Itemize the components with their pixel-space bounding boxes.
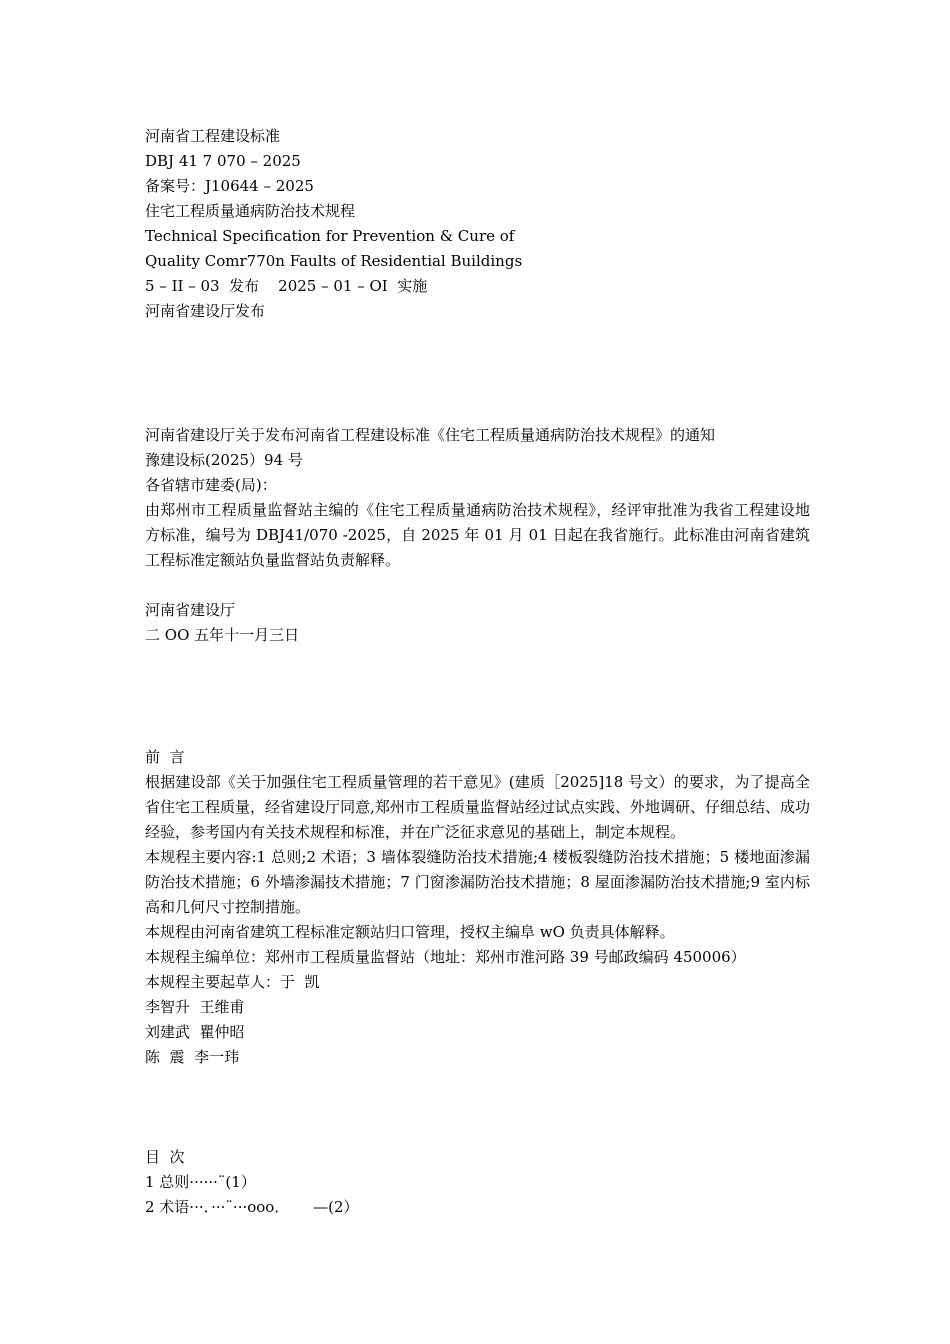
notice-section <box>145 423 810 648</box>
publisher-line: 河南省工程建设标准 <box>145 127 281 145</box>
drafters-label: 本规程主要起草人：于 凯 <box>145 973 320 991</box>
notice-body: 由郑州市工程质量监督站主编的《住宅工程质量通病防治技术规程》，经评审批准为我省工程建设地方标准，编号为 DBJ41/070 -2025，自 2025 年 01 月 01 日起在我省施行。此标准由河南省建筑工程标准定额站负量监督站负责解释。 <box>145 501 810 569</box>
standard-code: DBJ 41 7 070 – 2025 <box>145 152 301 170</box>
chief-unit: 本规程主编单位：郑州市工程质量监督站（地址：郑州市淮河路 39 号邮政编码 450006） <box>145 948 746 966</box>
preface-paragraph-3: 本规程由河南省建筑工程标准定额站归口管理，授权主编阜 wO 负责具体解释。 <box>145 923 675 941</box>
notice-doc-number: 豫建设标(2025）94 号 <box>145 451 303 469</box>
notice-heading: 河南省建设厅关于发布河南省工程建设标准《住宅工程质量通病防治技术规程》的通知 <box>145 426 716 444</box>
table-of-contents <box>145 1145 810 1220</box>
record-number: 备案号：J10644 – 2025 <box>145 177 314 195</box>
notice-spacer <box>145 573 810 598</box>
drafters-line-4: 陈 震 李一玮 <box>145 1048 240 1066</box>
drafters-line-3: 刘建武 瞿仲昭 <box>145 1023 245 1041</box>
cover-section <box>145 124 810 324</box>
notice-date: 二 OO 五年十一月三日 <box>145 626 300 644</box>
issuer: 河南省建设厅发布 <box>145 302 266 320</box>
title-english-line-1: Technical Specification for Prevention & Cure of <box>145 227 515 245</box>
title-chinese: 住宅工程质量通病防治技术规程 <box>145 202 356 220</box>
preface-paragraph-2: 本规程主要内容:1 总则;2 术语；3 墙体裂缝防治技术措施;4 楼板裂缝防治技术措施；5 楼地面渗漏防治技术措施；6 外墙渗漏技术措施；7 门窗渗漏防治技术措施；8 屋面渗漏防治技术措施;9 室内标高和几何尺寸控制措施。 <box>145 848 810 916</box>
toc-item-1: 1 总则······¨(1） <box>145 1173 256 1191</box>
preface-heading: 前 言 <box>145 748 185 766</box>
toc-heading: 目 次 <box>145 1148 185 1166</box>
preface-paragraph-1: 根据建设部《关于加强住宅工程质量管理的若干意见》(建质［2025]18 号文）的要求，为了提高全省住宅工程质量，经省建设厅同意,郑州市工程质量监督站经过试点实践、外地调研、仔细总结、成功经验，参考国内有关技术规程和标准，并在广泛征求意见的基础上，制定本规程。 <box>145 773 810 841</box>
notice-addressee: 各省辖市建委(局)： <box>145 476 277 494</box>
toc-item-2: 2 术语···．···¨···ooo． —(2） <box>145 1198 359 1216</box>
title-english-line-2: Quality Comr770n Faults of Residential Buildings <box>145 252 523 270</box>
drafters-line-2: 李智升 王维甫 <box>145 998 245 1016</box>
issue-dates: 5 – II – 03 发布 2025 – 01 – OI 实施 <box>145 277 428 295</box>
notice-signature: 河南省建设厅 <box>145 601 236 619</box>
preface-section <box>145 745 810 1070</box>
